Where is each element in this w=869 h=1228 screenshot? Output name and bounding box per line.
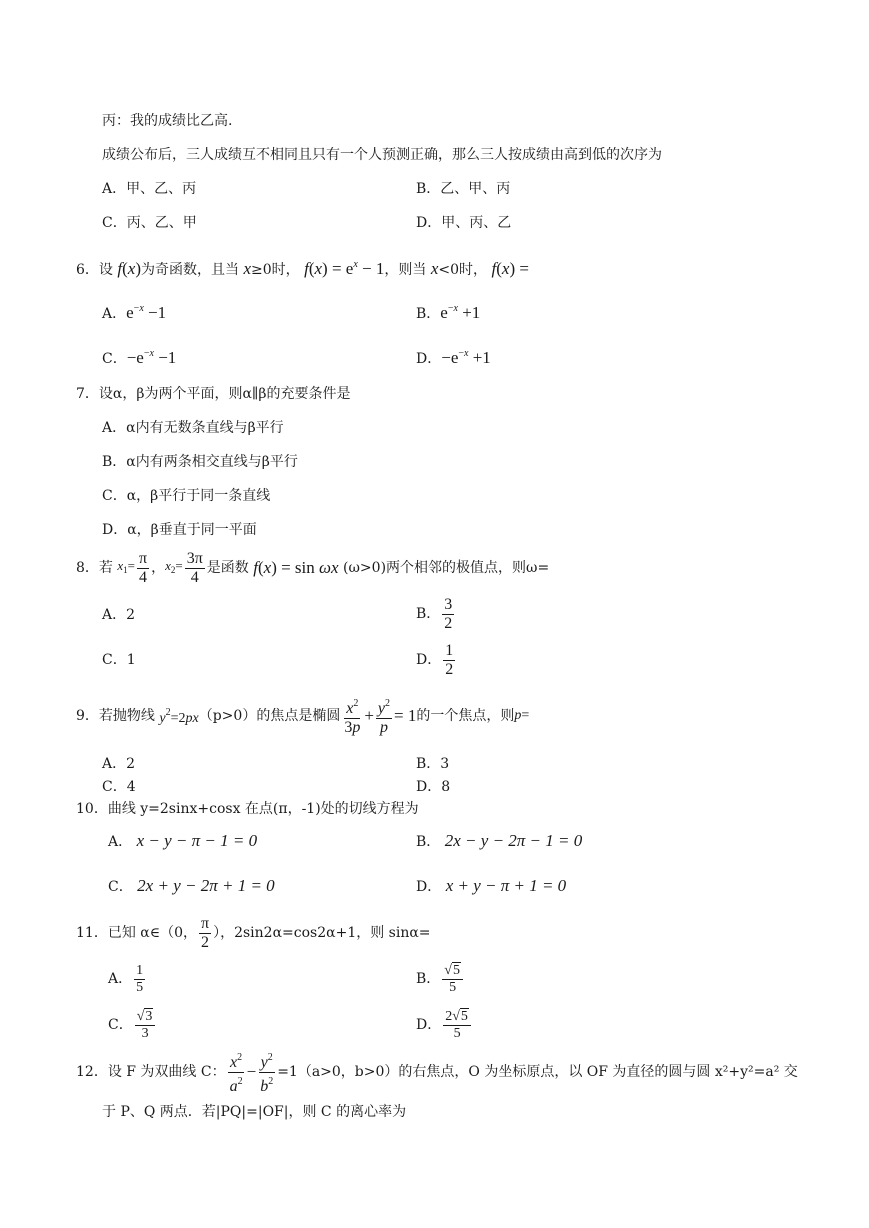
q8-stem: 8．若 $x_1=$ $\frac{\pi}{4}$ ， $x_2=$ $\frac{3\pi}{4}$ 是函数 f(x) = sin ωx (ω>0)两个相邻的极值点，则ω= [76, 549, 550, 586]
q7-option-a[interactable]: A．α内有无数条直线与β平行 [102, 420, 284, 436]
q7-option-c[interactable]: C．α，β平行于同一条直线 [102, 488, 271, 504]
q12-stem: 12．设 F 为双曲线 C： $\frac{x^2}{a^2}$ − $\frac{y^2}{b^2}$ =1（a>0，b>0）的右焦点，O 为坐标原点，以 OF 为直径的圆与圆 x²+y²=a² 交 [76, 1050, 798, 1094]
q10-option-d[interactable]: D． x + y − π + 1 = 0 [416, 876, 567, 895]
q5-option-a[interactable]: A．甲、乙、丙 [102, 181, 197, 197]
q7-option-d[interactable]: D．α，β垂直于同一平面 [102, 522, 257, 538]
q9-option-a[interactable]: A．2 [102, 756, 136, 772]
q5-stem: 成绩公布后，三人成绩互不相同且只有一个人预测正确，那么三人按成绩由高到低的次序为 [102, 147, 662, 163]
q11-option-d[interactable]: D． $\frac{2√5}{5}$ [416, 1004, 473, 1046]
q11-option-c[interactable]: C． $\frac{√3}{3}$ [108, 1004, 157, 1046]
q5-statement-c: 丙：我的成绩比乙高. [102, 113, 233, 129]
q8-option-a[interactable]: A．2 [102, 607, 136, 623]
q6-option-c[interactable]: C．$-e^{-x} -1$ [102, 348, 177, 367]
q7-stem: 7．设α，β为两个平面，则α∥β的充要条件是 [76, 386, 351, 402]
q6-option-a[interactable]: A．$e^{-x} -1$ [102, 303, 167, 322]
q10-option-b[interactable]: B． 2x − y − 2π − 1 = 0 [416, 831, 583, 850]
q5-option-d[interactable]: D．甲、丙、乙 [416, 215, 512, 231]
q5-option-c[interactable]: C．丙、乙、甲 [102, 215, 197, 231]
q8-option-c[interactable]: C．1 [102, 652, 136, 668]
q10-option-a[interactable]: A． x − y − π − 1 = 0 [108, 831, 258, 850]
q6-option-b[interactable]: B．$e^{-x} +1$ [416, 303, 481, 322]
q10-option-c[interactable]: C． 2x + y − 2π + 1 = 0 [108, 876, 275, 895]
q9-option-b[interactable]: B．3 [416, 756, 450, 772]
q6-stem: 6．设 f(x)为奇函数，且当 x≥0时， $f(x) = e^x - 1$，则当 x<0时， f(x) = [76, 259, 529, 278]
q7-option-b[interactable]: B．α内有两条相交直线与β平行 [102, 454, 298, 470]
q5-option-b[interactable]: B．乙、甲、丙 [416, 181, 511, 197]
q11-stem: 11．已知 α∈（0， $\frac{\pi}{2}$ ），2sin2α=cos2α+1，则 sinα= [76, 914, 431, 951]
q9-stem: 9．若抛物线 $y^2=2px$ （p>0）的焦点是椭圆 $\frac{x^2}{3p}$ + $\frac{y^2}{p}$ = 1 的一个焦点，则 p= [76, 694, 529, 738]
q9-option-c[interactable]: C．4 [102, 779, 136, 795]
q6-option-d[interactable]: D．$-e^{-x} +1$ [416, 348, 491, 367]
q11-option-a[interactable]: A． $\frac{1}{5}$ [108, 962, 144, 995]
q8-frac-3pi-4: $\frac{3\pi}{4}$ [186, 549, 203, 586]
q10-stem: 10．曲线 y=2sinx+cosx 在点(π，-1)处的切线方程为 [76, 801, 419, 817]
q8-option-d[interactable]: D． $\frac{1}{2}$ [416, 641, 454, 678]
q8-option-b[interactable]: B． $\frac{3}{2}$ [416, 595, 453, 632]
q11-option-b[interactable]: B． $\frac{√5}{5}$ [416, 958, 465, 1000]
q9-option-d[interactable]: D．8 [416, 779, 451, 795]
q12-stem-cont: 于 P、Q 两点．若|PQ|=|OF|，则 C 的离心率为 [102, 1104, 407, 1120]
q8-frac-pi-4: $\frac{\pi}{4}$ [139, 549, 148, 586]
